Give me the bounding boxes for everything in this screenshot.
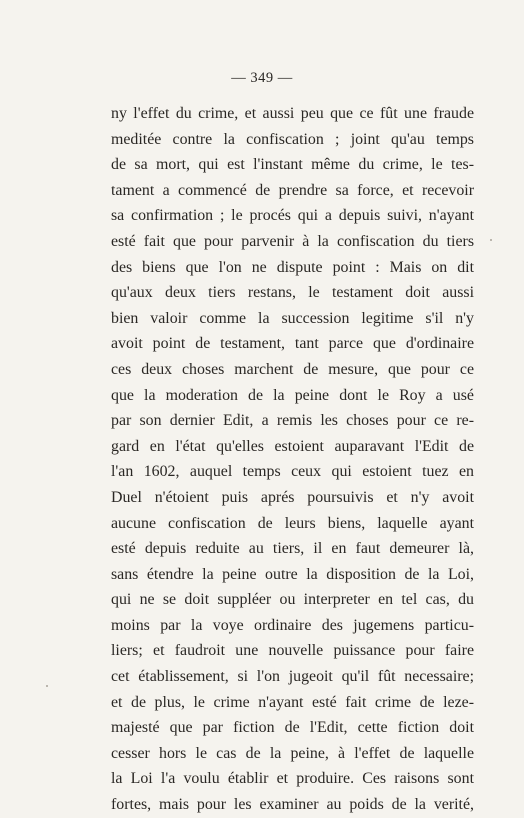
text-line: par son dernier Edit, a remis les choses pour ce re- [111,412,474,430]
text-line: qu'aux deux tiers restans, le testament doit aussi [111,284,474,302]
text-line: moins par la voye ordinaire des jugemens particu- [111,616,474,634]
text-line: liers; et faudroit une nouvelle puissance pour faire [111,642,474,660]
body-text [111,101,474,818]
text-line: cet établissement, si l'on jugeoit qu'il fût necessaire; [111,668,474,686]
text-line: ny l'effet du crime, et aussi peu que ce fût une fraude [111,105,474,122]
text-line: et de plus, le crime n'ayant esté fait crime de leze- [111,693,474,711]
paper-speck [46,685,48,687]
text-line: sa confirmation ; le procés qui a depuis suivi, n'ayant [111,207,474,225]
text-line: esté depuis reduite au tiers, il en faut demeurer là, [111,540,474,558]
text-line: sans étendre la peine outre la disposition de la Loi, [111,565,474,583]
text-line: ces deux choses marchent de mesure, que pour ce [111,360,474,378]
text-line: gard en l'état qu'elles estoient auparavant l'Edit de [111,437,474,455]
text-line: tament a commencé de prendre sa force, et recevoir [111,181,474,199]
text-line: Duel n'étoient puis aprés poursuivis et n'y avoit [111,488,474,506]
paper-speck [490,239,492,241]
text-line: qui ne se doit suppléer ou interpreter en tel cas, du [111,591,474,609]
text-line: majesté que par fiction de l'Edit, cette fiction doit [111,719,474,737]
text-line: de sa mort, qui est l'instant même du crime, le tes- [111,156,474,174]
text-line: l'an 1602, auquel temps ceux qui estoient tuez en [111,463,474,481]
text-line: avoit point de testament, tant parce que d'ordinaire [111,335,474,353]
page-number: — 349 — [231,70,293,86]
text-line: meditée contre la confiscation ; joint qu'au temps [111,130,474,148]
text-line: bien valoir comme la succession legitime s'il n'y [111,309,474,327]
text-line: aucune confiscation de leurs biens, laquelle ayant [111,514,474,532]
text-line: fortes, mais pour les examiner au poids de la verité, [111,796,474,814]
text-line: des biens que l'on ne dispute point : Mais on dit [111,258,474,276]
text-line: la Loi l'a voulu établir et produire. Ces raisons sont [111,770,474,788]
text-line: esté fait que pour parvenir à la confiscation du tiers [111,232,474,250]
text-line: cesser hors le cas de la peine, à l'effet de laquelle [111,744,474,762]
text-line: que la moderation de la peine dont le Roy a usé [111,386,474,404]
